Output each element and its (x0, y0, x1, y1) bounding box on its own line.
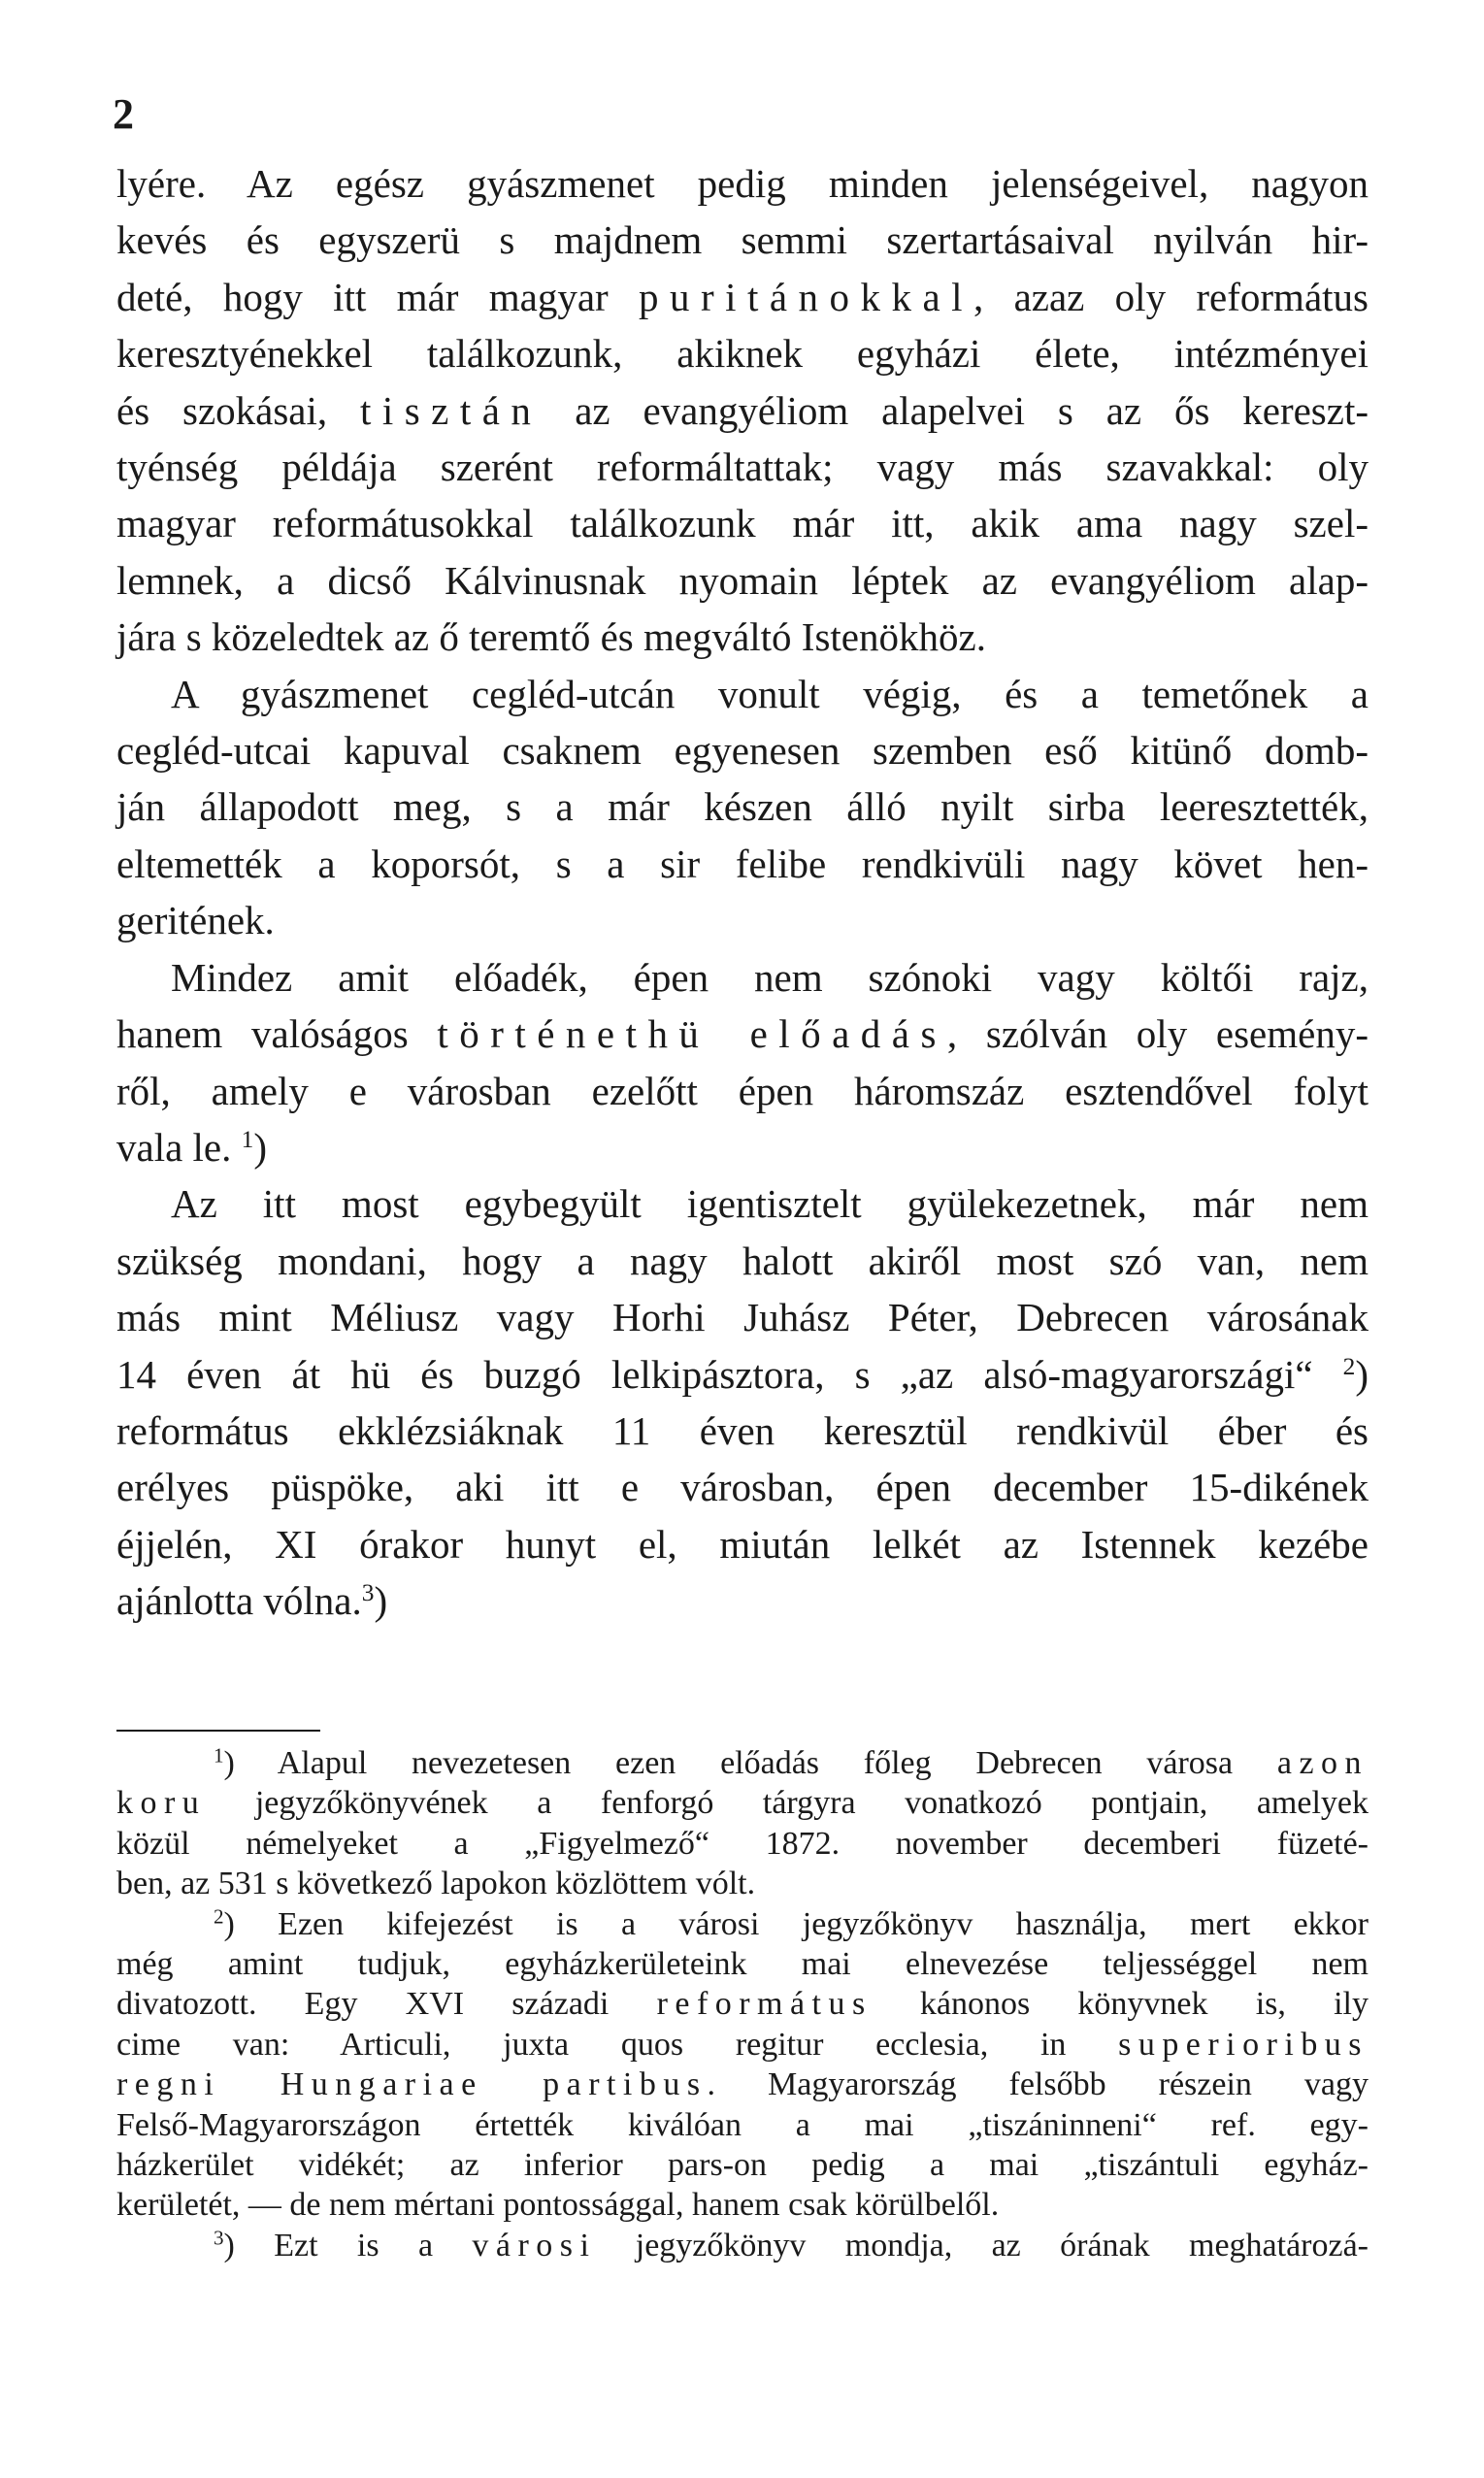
text-run: erélyes püspöke, aki itt e városban, épen december 15-dikének (116, 1465, 1369, 1510)
main-line (116, 1289, 1369, 1345)
text-run: 14 éven át hü és buzgó lelkipásztora, s „az alsó-magyarországi“ (116, 1351, 1343, 1397)
main-line (116, 1459, 1369, 1515)
main-line (116, 1516, 1369, 1572)
footnote-line (116, 1904, 1369, 1944)
main-line (116, 382, 1369, 439)
main-line (116, 1063, 1369, 1119)
text-run: az evangyéliom alapelvei s az ős kereszt- (542, 387, 1369, 433)
main-text (116, 155, 1369, 1630)
main-line (116, 325, 1369, 381)
text-run: , szólván oly esemény- (946, 1011, 1369, 1057)
spaced-emphasis: azon (1276, 1745, 1369, 1781)
main-line (116, 212, 1369, 268)
main-line (116, 439, 1369, 495)
main-line (116, 1119, 1369, 1175)
text-run: még amint tudjuk, egyházkerületeink mai elnevezése teljességgel nem (116, 1946, 1369, 1983)
spaced-emphasis: puritánokkal (639, 274, 973, 319)
footnotes (116, 1743, 1369, 2265)
footnote-line (116, 1944, 1369, 1984)
main-line (116, 949, 1369, 1006)
text-run: ) (374, 1578, 388, 1624)
spaced-emphasis: regni Hungariae partibus (116, 2066, 708, 2103)
main-line (116, 495, 1369, 551)
main-line (116, 609, 1369, 665)
text-run: ján állapodott meg, s a már készen álló nyilt sirba leeresztették, (116, 784, 1369, 830)
main-line (116, 722, 1369, 778)
footnote-marker: 2 (1342, 1352, 1356, 1380)
page-number: 2 (113, 90, 134, 138)
footnote-line (116, 1783, 1369, 1823)
text-run: cegléd-utcai kapuval csaknem egyenesen szemben eső kitünő domb- (116, 728, 1369, 774)
text-run: ) Ezt is a (223, 2227, 473, 2263)
main-line (116, 666, 1369, 722)
text-run: ben, az 531 s következő lapokon közlöttem vólt. (116, 1866, 756, 1902)
text-run: református ekklézsiáknak 11 éven keresztül rendkivül éber és (116, 1407, 1369, 1453)
main-line (116, 1346, 1369, 1403)
text-run: házkerület vidékét; az inferior pars-on pedig a mai „tiszántuli egyház- (116, 2147, 1369, 2184)
footnote-line (116, 2105, 1369, 2145)
footnote-marker: 1 (214, 1743, 224, 1768)
text-run: ajánlotta vólna. (116, 1578, 362, 1624)
text-run: tyénség példája szerént reformáltattak; vagy más szavakkal: oly (116, 445, 1369, 490)
text-run: jegyzőkönyvének a fenforgó tárgyra vonatkozó pontjain, amelyek (206, 1785, 1369, 1822)
footnote-line (116, 1984, 1369, 2024)
main-line (116, 1403, 1369, 1459)
main-line (116, 836, 1369, 892)
footnote-marker: 1 (241, 1125, 254, 1153)
text-run: lemnek, a dicső Kálvinusnak nyomain léptek az evangyéliom alap- (116, 557, 1369, 603)
main-line (116, 1175, 1369, 1232)
text-run: Mindez amit előadék, épen nem szónoki vagy költői rajz, (171, 954, 1369, 1000)
footnote-line (116, 2185, 1369, 2225)
footnote-line (116, 2025, 1369, 2065)
footnote-line (116, 1743, 1369, 1783)
spaced-emphasis: református (656, 1986, 873, 2023)
text-run: cime van: Articuli, juxta quos regitur ecclesia, in (116, 2026, 1119, 2063)
text-run: A gyászmenet cegléd-utcán vonult végig, és a temetőnek a (171, 671, 1369, 716)
footnote-marker: 3 (361, 1579, 375, 1607)
footnote-divider (116, 1730, 320, 1732)
main-line (116, 269, 1369, 325)
main-line (116, 778, 1369, 835)
text-run: geritének. (116, 898, 275, 943)
main-line (116, 1006, 1369, 1062)
text-run: ) (1355, 1351, 1369, 1397)
text-run: Felső-Magyarországon értették kiválóan a mai „tiszáninneni“ ref. egy- (116, 2106, 1369, 2143)
text-run: Az itt most egybegyült igentisztelt gyülekezetnek, már nem (171, 1181, 1369, 1227)
footnote-line (116, 1864, 1369, 1903)
spaced-emphasis: superioribus (1118, 2026, 1369, 2063)
text-run: magyar reformátusokkal találkozunk már itt, akik ama nagy szel- (116, 501, 1369, 546)
text-run: éjjelén, XI órakor hunyt el, miután lelkét az Istennek kezébe (116, 1521, 1369, 1567)
footnote-line (116, 2145, 1369, 2185)
text-run: ről, amely e városban ezelőtt épen háromszáz esztendővel folyt (116, 1068, 1369, 1113)
spaced-emphasis: történethü előadás (437, 1011, 947, 1057)
text-run: kerületét, — de nem mértani pontossággal, hanem csak körülbelől. (116, 2187, 1000, 2224)
main-line (116, 892, 1369, 948)
footnote-marker: 2 (214, 1904, 224, 1929)
footnote-line (116, 2065, 1369, 2104)
text-run: kánonos könyvnek is, ily (872, 1986, 1369, 2023)
text-run: lyére. Az egész gyászmenet pedig minden jelenségeivel, nagyon (116, 161, 1369, 206)
text-run: deté, hogy itt már magyar (116, 274, 640, 319)
text-run: vala le. (116, 1124, 242, 1170)
footnote-marker: 3 (214, 2226, 224, 2250)
footnote-line (116, 2226, 1369, 2265)
spaced-emphasis: tisztán (360, 387, 543, 433)
text-run: szükség mondani, hogy a nagy halott akiről most szó van, nem (116, 1238, 1369, 1283)
text-run: divatozott. Egy XVI századi (116, 1986, 657, 2023)
text-run: ) Alapul nevezetesen ezen előadás főleg Debrecen városa (223, 1745, 1277, 1781)
text-run: , azaz oly református (973, 274, 1369, 319)
text-run: más mint Méliusz vagy Horhi Juhász Péter, Debrecen városának (116, 1295, 1369, 1340)
text-run: keresztyénekkel találkozunk, akiknek egyházi élete, intézményei (116, 331, 1369, 377)
footnote-line (116, 1824, 1369, 1864)
main-line (116, 552, 1369, 609)
text-run: . Magyarország felsőbb részein vagy (707, 2066, 1369, 2103)
text-run: ) (253, 1124, 267, 1170)
spaced-emphasis: városi (472, 2227, 597, 2263)
main-line (116, 1572, 1369, 1629)
main-line (116, 1233, 1369, 1289)
text-run: eltemették a koporsót, s a sir felibe rendkivüli nagy követ hen- (116, 841, 1369, 886)
text-run: hanem valóságos (116, 1011, 438, 1057)
text-run: ) Ezen kifejezést is a városi jegyzőkönyv használja, mert ekkor (223, 1905, 1369, 1942)
text-run: jegyzőkönyv mondja, az órának meghatározá- (596, 2227, 1369, 2263)
text-run: közül némelyeket a „Figyelmező“ 1872. november decemberi füzeté- (116, 1825, 1369, 1862)
text-run: kevés és egyszerü s majdnem semmi szertartásaival nyilván hir- (116, 217, 1369, 263)
text-run: és szokásai, (116, 387, 360, 433)
text-run: jára s közeledtek az ő teremtő és megváltó Istenökhöz. (116, 614, 986, 660)
main-line (116, 155, 1369, 212)
spaced-emphasis: koru (116, 1785, 207, 1822)
